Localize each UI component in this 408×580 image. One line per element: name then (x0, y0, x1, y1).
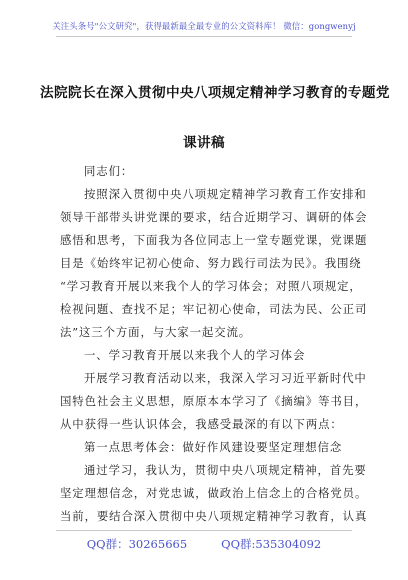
document-title-line-2: 课讲稿 (183, 135, 225, 151)
body-line: “学习教育开展以来我个人的学习体会；对照八项规定， (60, 279, 362, 293)
body-line: 法”这三个方面，与大家一起交流。 (60, 325, 252, 339)
body-line: 按照深入贯彻中央八项规定精神学习教育工作安排和 (84, 187, 367, 201)
body-line: 坚定理想信念，对党忠诚，做政治上信念上的合格党员。 (60, 486, 368, 500)
salutation: 同志们： (84, 164, 134, 178)
document-body (60, 160, 368, 528)
body-line: 检视问题、查找不足；牢记初心使命，司法为民、公正司 (60, 302, 368, 316)
body-line: 目是《始终牢记初心使命、努力践行司法为民》。我围绕 (60, 256, 362, 270)
document-title-line-1: 法院院长在深入贯彻中央八项规定精神学习教育的专题党 (40, 85, 390, 101)
body-line: 国特色社会主义思想，原原本本学习了《摘编》等书目， (60, 394, 368, 408)
footer-divider (56, 530, 352, 531)
footer-qq-group-2: QQ群:535304092 (221, 537, 322, 551)
footer (0, 536, 408, 552)
body-line: 通过学习，我认为，贯彻中央八项规定精神，首先要 (84, 463, 367, 477)
header-note: 关注头条号"公文研究"，获得最新最全最专业的公文资料库！ 微信：gongwenyj (52, 21, 356, 31)
subsection-heading: 第一点思考体会：做好作风建设要坚定理想信念 (84, 440, 343, 454)
header-divider (56, 36, 352, 37)
body-line: 从中获得一些认识体会，我感受最深的有以下两点： (60, 417, 343, 431)
body-line: 感悟和思考，下面我为各位同志上一堂专题党课，党课题 (60, 233, 368, 247)
body-line: 开展学习教育活动以来，我深入学习习近平新时代中 (84, 371, 367, 385)
body-line: 当前，要结合深入贯彻中央八项规定精神学习教育，认真 (60, 509, 368, 523)
section-heading: 一、学习教育开展以来我个人的学习体会 (84, 348, 306, 362)
body-line: 领导干部带头讲党课的要求，结合近期学习、调研的体会 (60, 210, 368, 224)
footer-qq-group-1: QQ群：30265665 (86, 537, 188, 551)
